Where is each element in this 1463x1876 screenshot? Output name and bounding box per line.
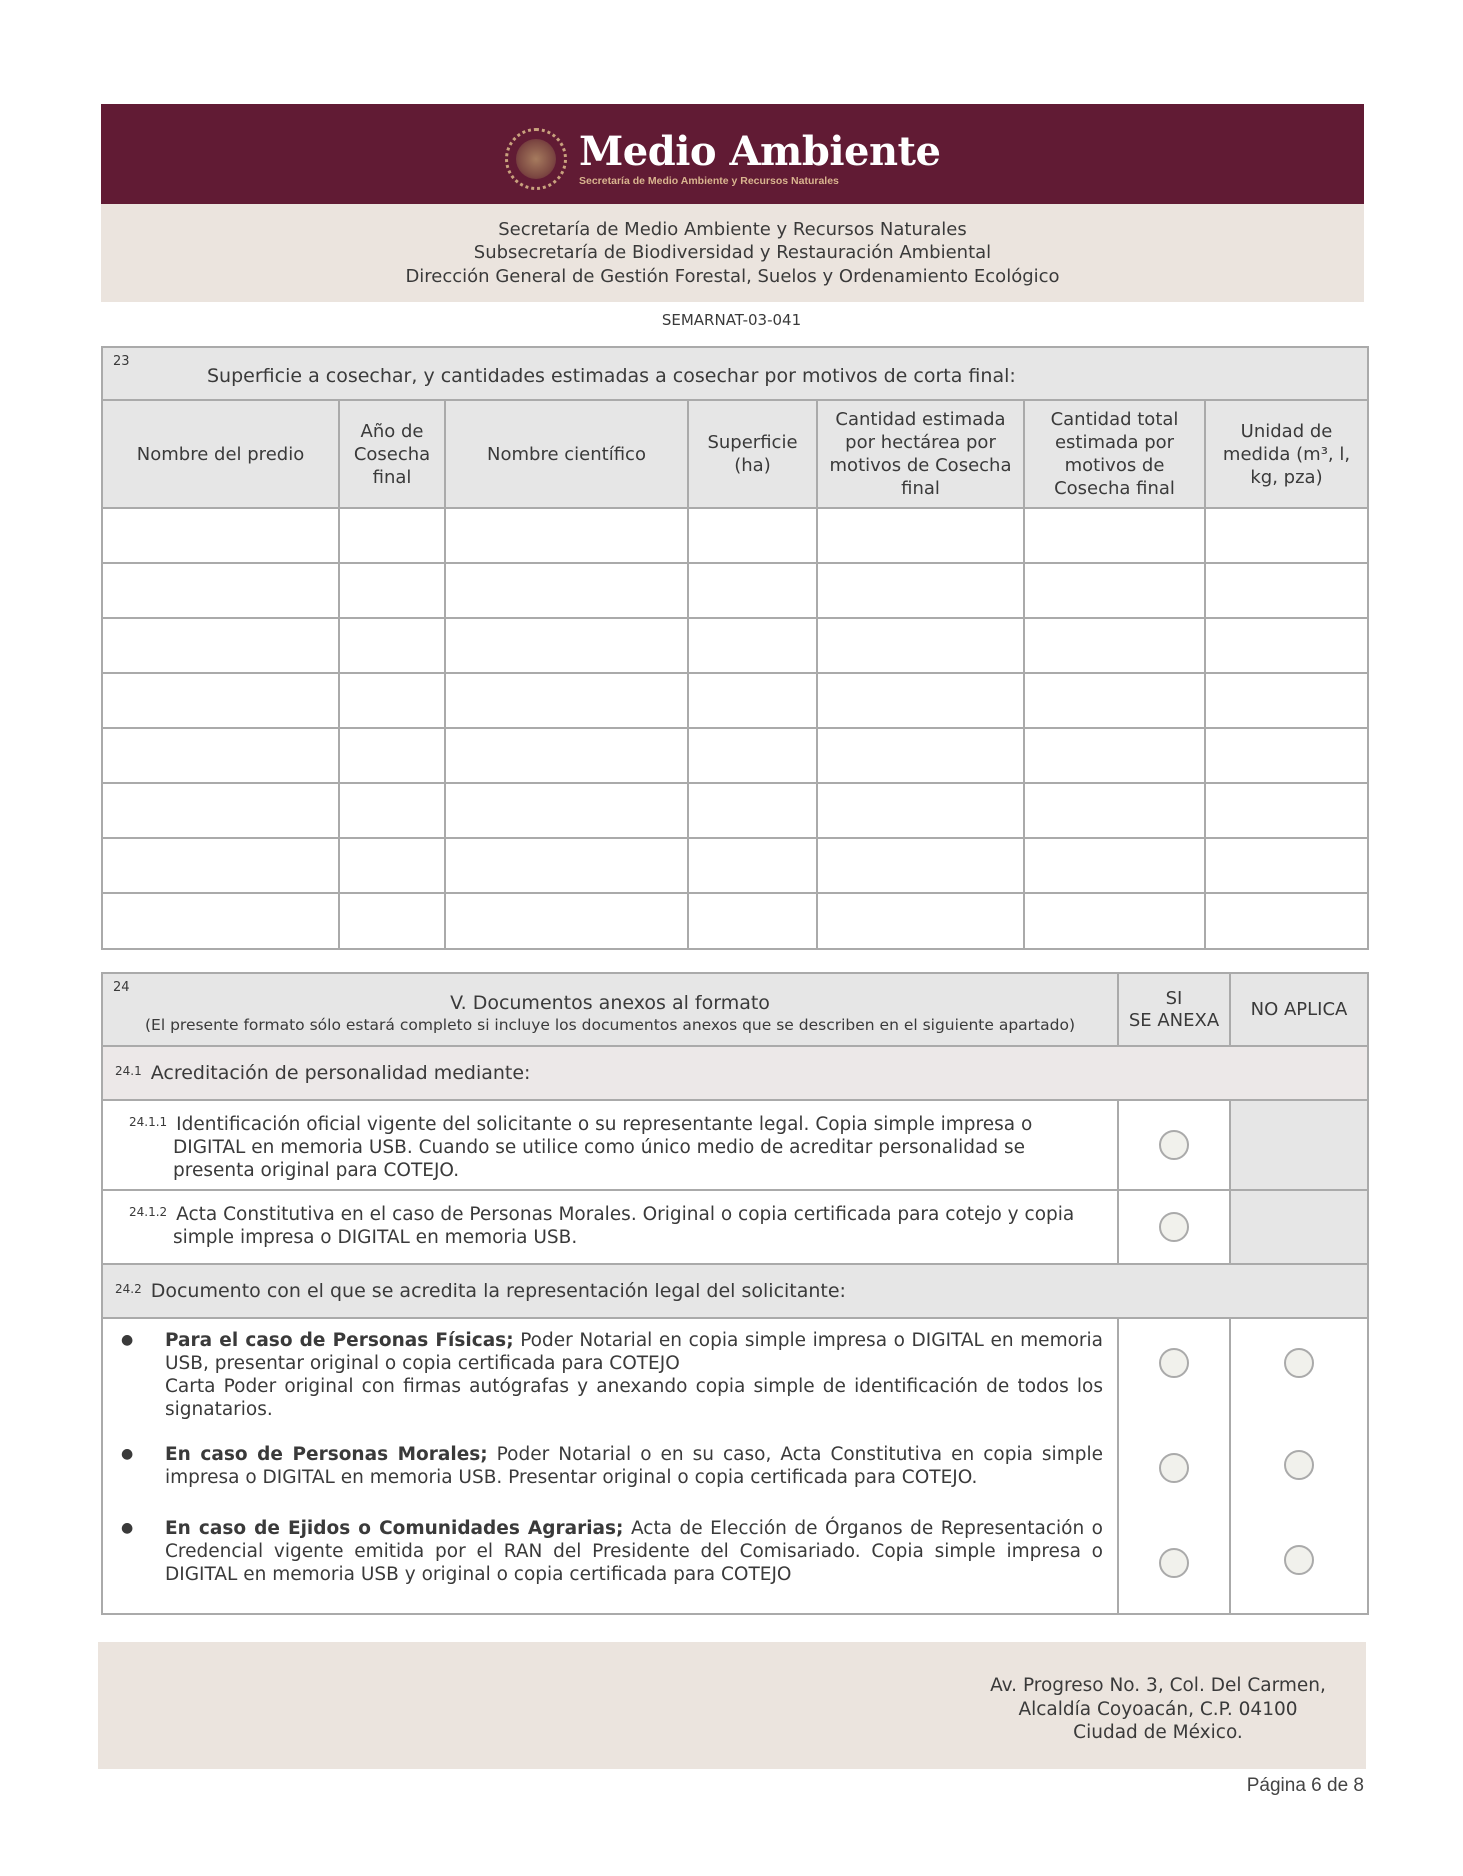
- table-cell[interactable]: [817, 508, 1024, 563]
- item-24-2-bullets: [103, 1319, 1367, 1613]
- coat-of-arms-icon: [505, 128, 567, 190]
- section-title: Superficie a cosechar, y cantidades estimadas a cosechar por motivos de corta final:: [207, 365, 1016, 387]
- table-cell[interactable]: [445, 563, 688, 618]
- table-cell[interactable]: [339, 618, 445, 673]
- logo: [505, 126, 940, 192]
- table-cell[interactable]: [1024, 673, 1205, 728]
- table-row: [103, 783, 1367, 838]
- section-number: 23: [113, 354, 130, 369]
- column-header-no-aplica: NO APLICA: [1229, 974, 1367, 1045]
- table-cell[interactable]: [1205, 893, 1367, 948]
- radio-na-personas-fisicas[interactable]: [1284, 1348, 1314, 1378]
- table-cell[interactable]: [688, 563, 817, 618]
- table-row: [103, 508, 1367, 563]
- subsection-24-2-header: [103, 1265, 1367, 1319]
- table-cell[interactable]: [817, 673, 1024, 728]
- table-cell[interactable]: [339, 893, 445, 948]
- table-cell[interactable]: [817, 728, 1024, 783]
- logo-subtitle: Secretaría de Medio Ambiente y Recursos Naturales: [579, 175, 839, 187]
- table-cell[interactable]: [339, 783, 445, 838]
- table-cell[interactable]: [688, 728, 817, 783]
- address: Av. Progreso No. 3, Col. Del Carmen, Alcaldía Coyoacán, C.P. 04100 Ciudad de México.: [990, 1675, 1326, 1743]
- table-cell[interactable]: [103, 563, 339, 618]
- table-cell[interactable]: [688, 838, 817, 893]
- column-header-unidad: Unidad de medida (m³, l, kg, pza): [1205, 401, 1367, 508]
- logo-title: Medio Ambiente: [579, 128, 941, 175]
- table-row: [103, 563, 1367, 618]
- subsection-number: 24.2: [115, 1282, 142, 1296]
- section-24-header: [103, 974, 1367, 1047]
- table-cell[interactable]: [339, 838, 445, 893]
- column-header-nombre-cientifico: Nombre científico: [445, 401, 688, 508]
- table-cell[interactable]: [445, 618, 688, 673]
- table-cell[interactable]: [339, 728, 445, 783]
- subsection-number: 24.1: [115, 1064, 142, 1078]
- table-row: [103, 618, 1367, 673]
- radio-si-24-1-1[interactable]: [1159, 1130, 1189, 1160]
- radio-si-24-1-2[interactable]: [1159, 1212, 1189, 1242]
- org-line: Dirección General de Gestión Forestal, Suelos y Ordenamiento Ecológico: [405, 265, 1060, 287]
- table-cell[interactable]: [445, 508, 688, 563]
- bullet-personas-morales: ● En caso de Personas Morales; Poder Notarial o en su caso, Acta Constitutiva en copia simple impresa o DIGITAL en memoria USB. Presentar original o copia certificada para COTEJO.: [121, 1444, 1103, 1488]
- section-title: V. Documentos anexos al formato: [450, 992, 770, 1014]
- radio-na-ejidos[interactable]: [1284, 1545, 1314, 1575]
- table-cell[interactable]: [688, 783, 817, 838]
- table-cell[interactable]: [1024, 728, 1205, 783]
- section-23-header: [103, 348, 1367, 401]
- radio-na-personas-morales[interactable]: [1284, 1450, 1314, 1480]
- table-cell[interactable]: [1205, 673, 1367, 728]
- bullet-personas-fisicas: ● Para el caso de Personas Físicas; Poder Notarial en copia simple impresa o DIGITAL en memoria USB, presentar original o copia certificada para COTEJO Carta Poder original con firmas autógrafas y anexando copia simple de identificación de todos los signatarios.: [121, 1330, 1103, 1420]
- table-cell[interactable]: [103, 783, 339, 838]
- table-cell[interactable]: [339, 563, 445, 618]
- table-cell[interactable]: [817, 563, 1024, 618]
- radio-si-personas-morales[interactable]: [1159, 1453, 1189, 1483]
- table-cell[interactable]: [445, 838, 688, 893]
- page-number: Página 6 de 8: [1246, 1775, 1364, 1796]
- column-header-anio: Año de Cosecha final: [339, 401, 445, 508]
- subsection-24-1-header: [103, 1047, 1367, 1101]
- item-text: Acta Constitutiva en el caso de Personas Morales. Original o copia certificada para cotejo y copia simple impresa o DIGITAL en memoria USB.: [173, 1204, 1075, 1248]
- column-header-cantidad-total: Cantidad total estimada por motivos de Cosecha final: [1024, 401, 1205, 508]
- table-cell[interactable]: [1024, 563, 1205, 618]
- table-cell[interactable]: [1205, 618, 1367, 673]
- radio-si-personas-fisicas[interactable]: [1159, 1348, 1189, 1378]
- column-header-si-se-anexa: SI SE ANEXA: [1117, 974, 1229, 1045]
- radio-si-ejidos[interactable]: [1159, 1548, 1189, 1578]
- table-cell[interactable]: [103, 728, 339, 783]
- section-23: [101, 346, 1369, 950]
- item-number: 24.1.2: [129, 1205, 168, 1219]
- table-cell[interactable]: [1205, 508, 1367, 563]
- section-subtitle: (El presente formato sólo estará completo si incluye los documentos anexos que se describen en el siguiente apartado): [145, 1016, 1075, 1034]
- item-text: Identificación oficial vigente del solicitante o su representante legal. Copia simple impresa o DIGITAL en memoria USB. Cuando se utilice como único medio de acreditar personalidad se presenta original para COTEJO.: [173, 1114, 1033, 1181]
- table-row: [103, 673, 1367, 728]
- table-row: [103, 893, 1367, 948]
- bullet-icon: ●: [121, 1332, 134, 1348]
- table-cell[interactable]: [103, 673, 339, 728]
- table-cell[interactable]: [445, 673, 688, 728]
- org-line: Secretaría de Medio Ambiente y Recursos Naturales: [498, 218, 967, 240]
- table-row: [103, 728, 1367, 783]
- footer-band: [98, 1642, 1366, 1769]
- no-aplica-disabled-cell: [1229, 1101, 1367, 1189]
- item-number: 24.1.1: [129, 1115, 168, 1129]
- column-header-superficie: Superficie (ha): [688, 401, 817, 508]
- item-24-1-1: [103, 1101, 1367, 1191]
- table-cell[interactable]: [817, 893, 1024, 948]
- item-24-1-2: [103, 1191, 1367, 1265]
- table-row: [103, 838, 1367, 893]
- table-cell[interactable]: [339, 673, 445, 728]
- bullet-icon: ●: [121, 1520, 134, 1536]
- subsection-title: Acreditación de personalidad mediante:: [150, 1062, 531, 1084]
- table-cell[interactable]: [339, 508, 445, 563]
- table-cell[interactable]: [1024, 508, 1205, 563]
- table-cell[interactable]: [817, 618, 1024, 673]
- table-cell[interactable]: [817, 838, 1024, 893]
- table-cell[interactable]: [445, 728, 688, 783]
- table-cell[interactable]: [1205, 728, 1367, 783]
- table-cell[interactable]: [688, 618, 817, 673]
- harvest-table: [103, 401, 1367, 948]
- form-code: SEMARNAT-03-041: [661, 311, 802, 329]
- table-cell[interactable]: [445, 893, 688, 948]
- table-cell[interactable]: [1205, 838, 1367, 893]
- table-cell[interactable]: [103, 618, 339, 673]
- section-24: [101, 972, 1369, 1615]
- subsection-title: Documento con el que se acredita la representación legal del solicitante:: [150, 1280, 846, 1302]
- table-cell[interactable]: [445, 783, 688, 838]
- table-cell[interactable]: [1205, 783, 1367, 838]
- table-cell[interactable]: [1024, 838, 1205, 893]
- table-cell[interactable]: [103, 893, 339, 948]
- org-line: Subsecretaría de Biodiversidad y Restauración Ambiental: [473, 242, 992, 264]
- table-cell[interactable]: [688, 893, 817, 948]
- table-cell[interactable]: [817, 783, 1024, 838]
- table-cell[interactable]: [688, 673, 817, 728]
- bullet-ejidos: ● En caso de Ejidos o Comunidades Agrarias; Acta de Elección de Órganos de Representación o Credencial vigente emitida por el RAN del Presidente del Comisariado. Copia simple impresa o DIGITAL en memoria USB y original o copia certificada para COTEJO: [121, 1518, 1103, 1585]
- column-header-cantidad-hectarea: Cantidad estimada por hectárea por motivos de Cosecha final: [817, 401, 1024, 508]
- organization-header: [101, 204, 1364, 302]
- table-cell[interactable]: [103, 838, 339, 893]
- table-cell[interactable]: [1024, 783, 1205, 838]
- no-aplica-disabled-cell: [1229, 1191, 1367, 1263]
- table-cell[interactable]: [103, 508, 339, 563]
- table-cell[interactable]: [1205, 563, 1367, 618]
- table-cell[interactable]: [1024, 618, 1205, 673]
- column-header-predio: Nombre del predio: [103, 401, 339, 508]
- table-cell[interactable]: [688, 508, 817, 563]
- section-number: 24: [113, 980, 130, 995]
- bullet-icon: ●: [121, 1446, 134, 1462]
- table-cell[interactable]: [1024, 893, 1205, 948]
